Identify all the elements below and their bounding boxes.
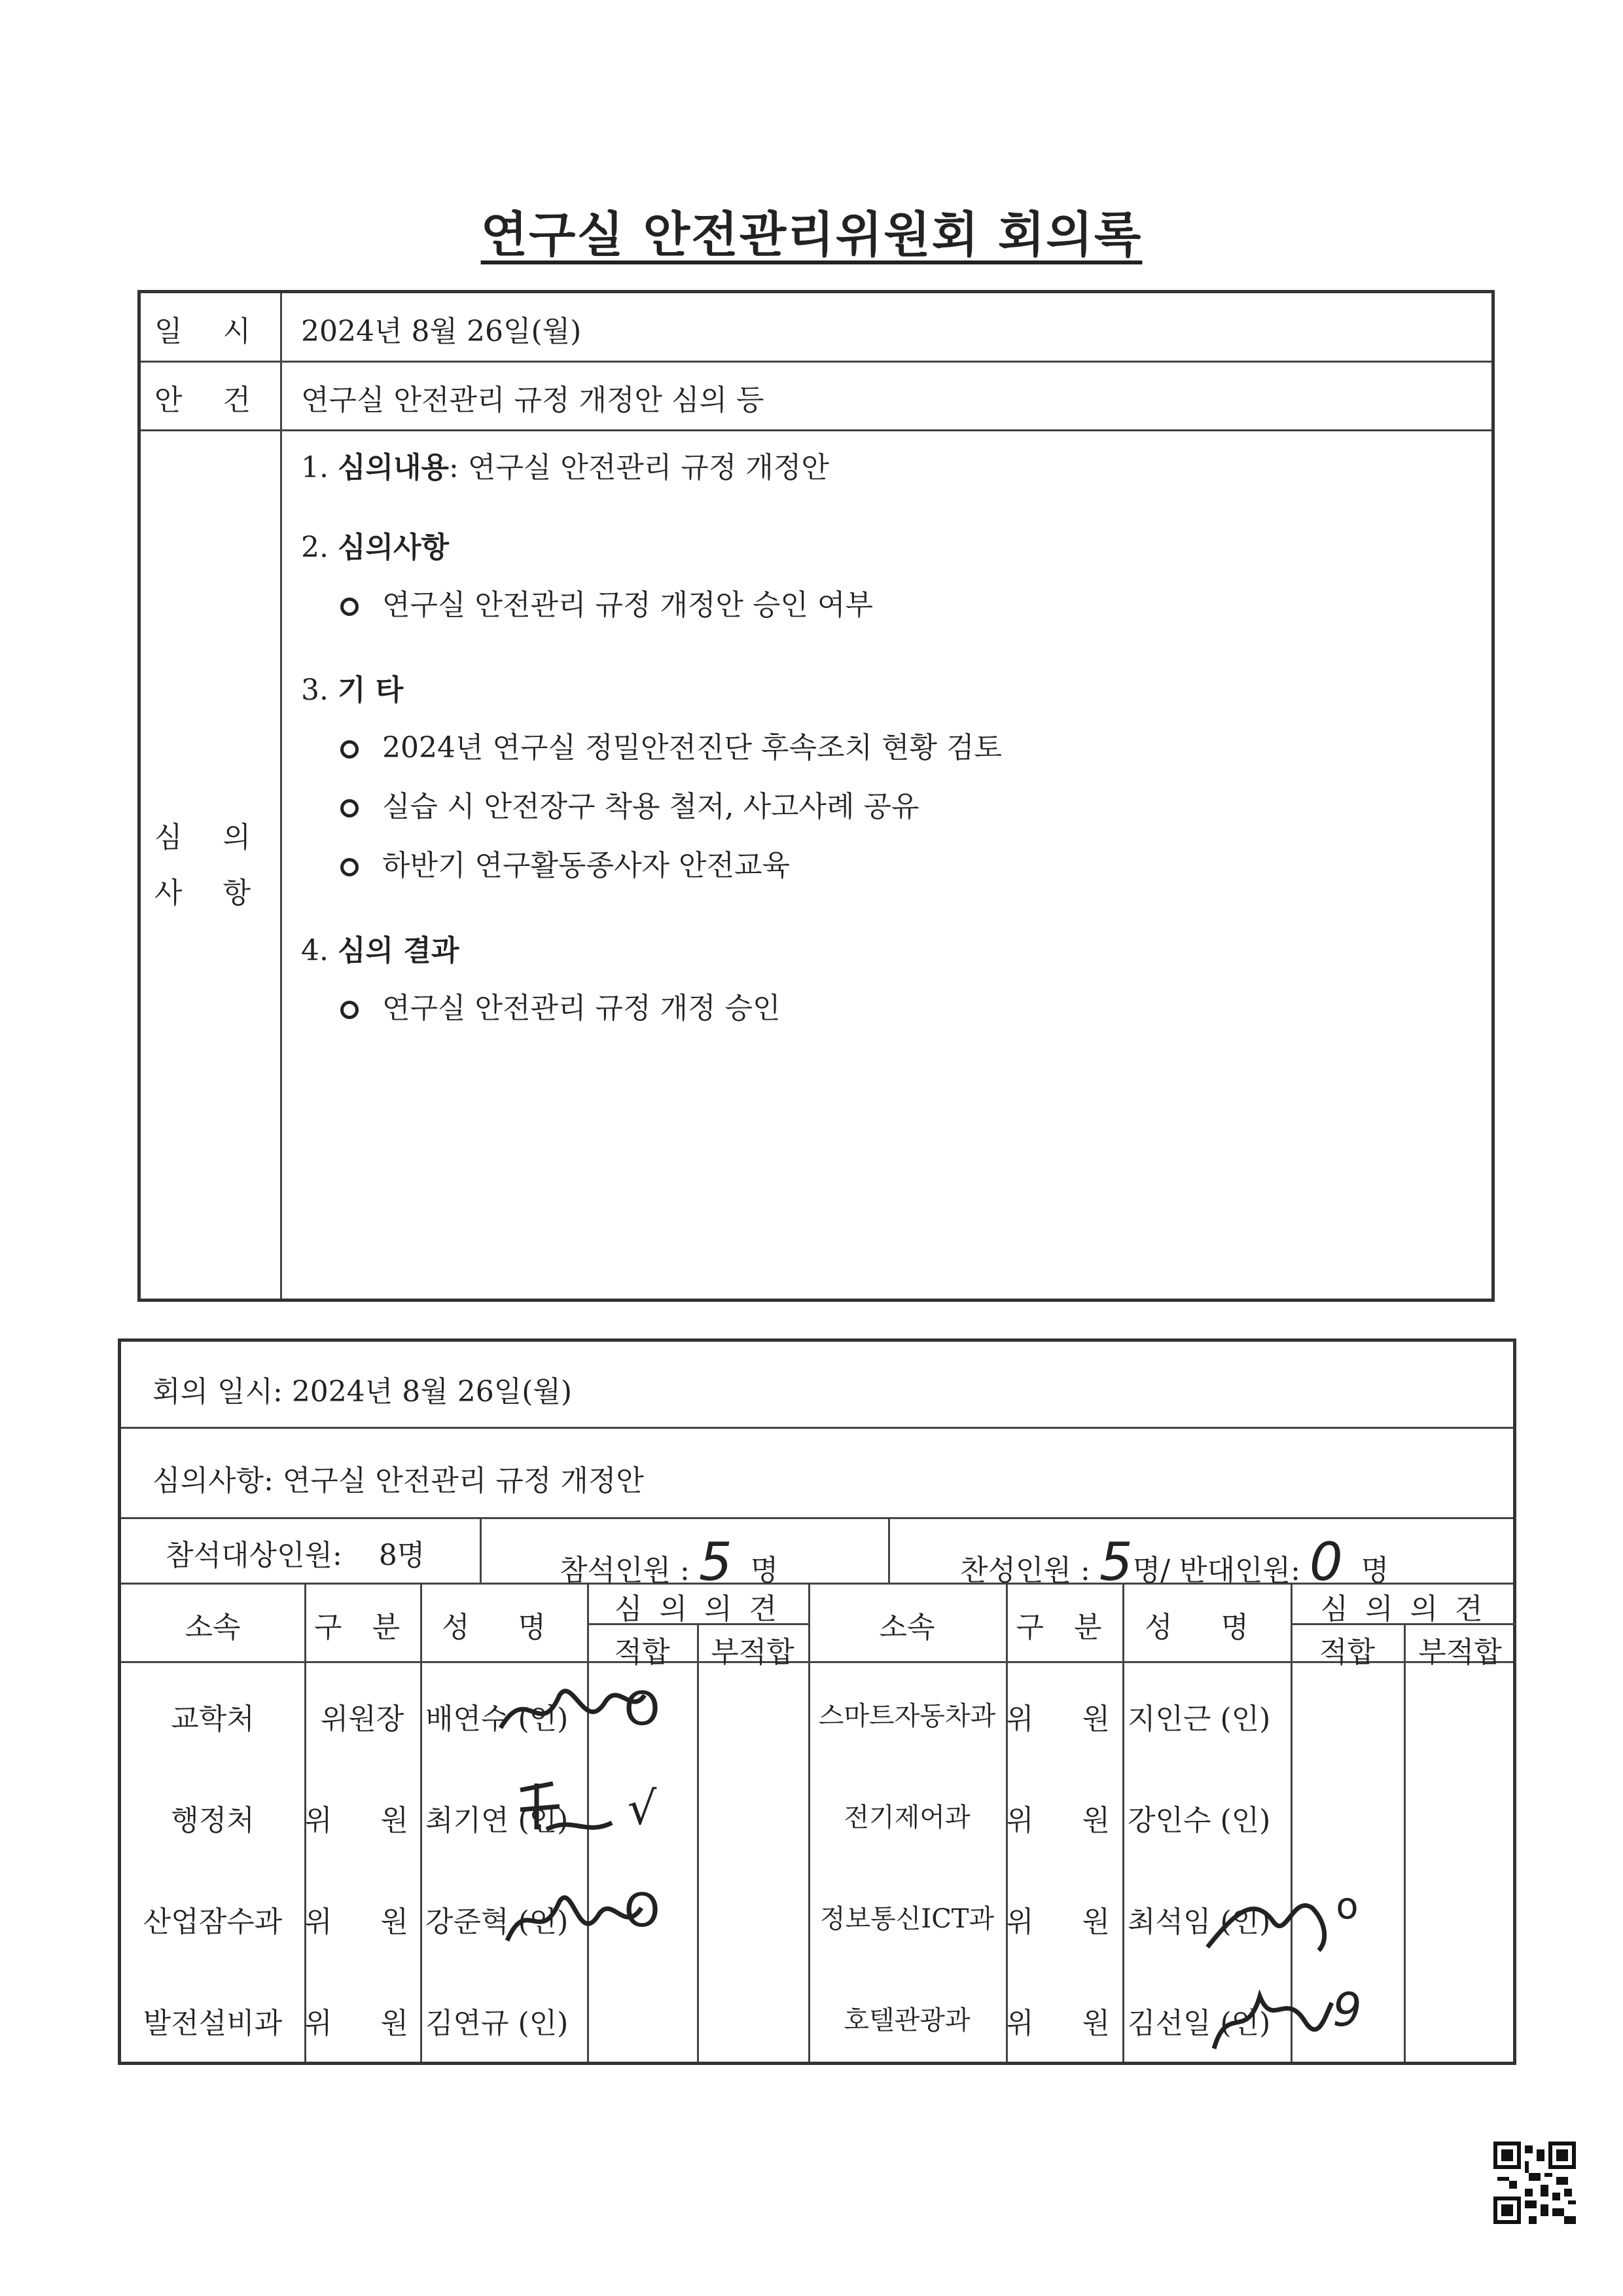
table-divider	[141, 361, 1491, 363]
table-divider	[121, 1517, 1513, 1519]
approval-mark: √	[627, 1782, 657, 1835]
affiliation-cell: 호텔관광과	[844, 2005, 971, 2036]
col-not-ok: 부적합	[711, 1636, 794, 1669]
circle-bullet-icon	[340, 1001, 359, 1019]
meeting-summary-table	[137, 290, 1495, 1302]
circle-bullet-icon	[340, 799, 359, 817]
content-label-line1: 심 의	[154, 821, 266, 854]
approval-mark: o	[1336, 1885, 1359, 1928]
list-item: 실습 시 안전장구 착용 철저, 사고사례 공유	[340, 783, 919, 825]
attendance-count: 참석인원 : 5 명	[560, 1532, 779, 1592]
vote-record-table	[118, 1338, 1516, 2065]
meeting-date: 회의 일시: 2024년 8월 26일(월)	[152, 1375, 573, 1408]
signature-mark	[1194, 1977, 1338, 2062]
agenda-label: 안 건	[154, 384, 266, 417]
col-affiliation: 소속	[185, 1611, 241, 1644]
section-2: 2. 심의사항	[301, 531, 449, 564]
document-title: 연구실 안전관리위원회 회의록	[480, 207, 1143, 263]
table-divider	[480, 1517, 482, 1583]
affiliation-cell: 발전설비과	[143, 2007, 283, 2040]
date-label: 일 시	[154, 315, 266, 348]
signature-mark	[507, 1770, 618, 1849]
role-cell: 위 원	[304, 2007, 428, 2040]
section-1: 1. 심의내용: 연구실 안전관리 규정 개정안	[301, 451, 829, 484]
circle-bullet-icon	[340, 598, 359, 616]
agenda-value: 연구실 안전관리 규정 개정안 심의 등	[301, 384, 764, 417]
vote-counts: 찬성인원 : 5명/ 반대인원: 0 명	[960, 1532, 1389, 1592]
affiliation-cell: 정보통신ICT과	[819, 1904, 995, 1934]
name-cell: 강준혁 (인)	[425, 1905, 569, 1939]
table-divider	[280, 293, 282, 1299]
name-cell: 배연수 (인)	[425, 1702, 569, 1736]
affiliation-cell: 스마트자동차과	[818, 1701, 996, 1731]
name-cell: 강인수 (인)	[1128, 1804, 1271, 1837]
affiliation-cell: 교학처	[171, 1702, 255, 1736]
list-item: 연구실 안전관리 규정 개정 승인	[340, 984, 781, 1026]
col-ok: 적합	[614, 1636, 670, 1669]
circle-bullet-icon	[340, 858, 359, 876]
signature-mark	[494, 1875, 651, 1960]
role-cell: 위 원	[1006, 1702, 1130, 1736]
col-ok: 적합	[1319, 1636, 1375, 1669]
name-cell: 최석임 (인)	[1128, 1905, 1271, 1939]
role-cell: 위 원	[1006, 1905, 1130, 1939]
approval-mark: O	[624, 1682, 660, 1736]
list-item: 하반기 연구활동종사자 안전교육	[340, 842, 790, 884]
name-cell: 김선일 (인)	[1128, 2007, 1271, 2040]
table-divider	[888, 1517, 890, 1583]
col-name: 성 명	[442, 1611, 565, 1644]
col-name: 성 명	[1145, 1611, 1268, 1644]
circle-bullet-icon	[340, 740, 359, 759]
list-item: 연구실 안전관리 규정 개정안 승인 여부	[340, 581, 873, 623]
list-item: 2024년 연구실 정밀안전진단 후속조치 현황 검토	[340, 724, 1002, 766]
col-role: 구 분	[1016, 1611, 1113, 1644]
affiliation-cell: 전기제어과	[844, 1803, 971, 1833]
name-cell: 최기연 (인)	[425, 1804, 569, 1837]
table-divider	[141, 429, 1491, 431]
name-cell: 지인근 (인)	[1128, 1702, 1271, 1736]
date-value: 2024년 8월 26일(월)	[301, 315, 582, 348]
signature-mark	[1194, 1869, 1338, 1960]
section-4: 4. 심의 결과	[301, 934, 459, 967]
role-cell: 위 원	[1006, 1804, 1130, 1837]
affiliation-cell: 행정처	[171, 1804, 255, 1837]
section-3: 3. 기 타	[301, 673, 404, 707]
affiliation-cell: 산업잠수과	[143, 1905, 283, 1939]
role-cell: 위원장	[320, 1702, 404, 1736]
approval-mark: 9	[1332, 1983, 1362, 2037]
approval-mark: O	[624, 1884, 660, 1937]
col-opinion: 심 의 의 견	[1320, 1592, 1487, 1626]
table-divider	[121, 1427, 1513, 1429]
table-divider	[1404, 1623, 1406, 2062]
target-count: 참석대상인원: 8명	[166, 1539, 425, 1572]
qr-code-icon	[1493, 2142, 1576, 2224]
name-cell: 김연규 (인)	[425, 2007, 569, 2040]
content-label-line2: 사 항	[154, 876, 266, 910]
table-divider	[697, 1623, 699, 2062]
meeting-subject: 심의사항: 연구실 안전관리 규정 개정안	[152, 1464, 644, 1498]
col-affiliation: 소속	[879, 1611, 935, 1644]
role-cell: 위 원	[1006, 2007, 1130, 2040]
col-opinion: 심 의 의 견	[615, 1592, 781, 1626]
col-role: 구 분	[314, 1611, 410, 1644]
role-cell: 위 원	[304, 1804, 428, 1837]
role-cell: 위 원	[304, 1905, 428, 1939]
col-not-ok: 부적합	[1418, 1636, 1502, 1669]
signature-mark	[488, 1669, 658, 1754]
